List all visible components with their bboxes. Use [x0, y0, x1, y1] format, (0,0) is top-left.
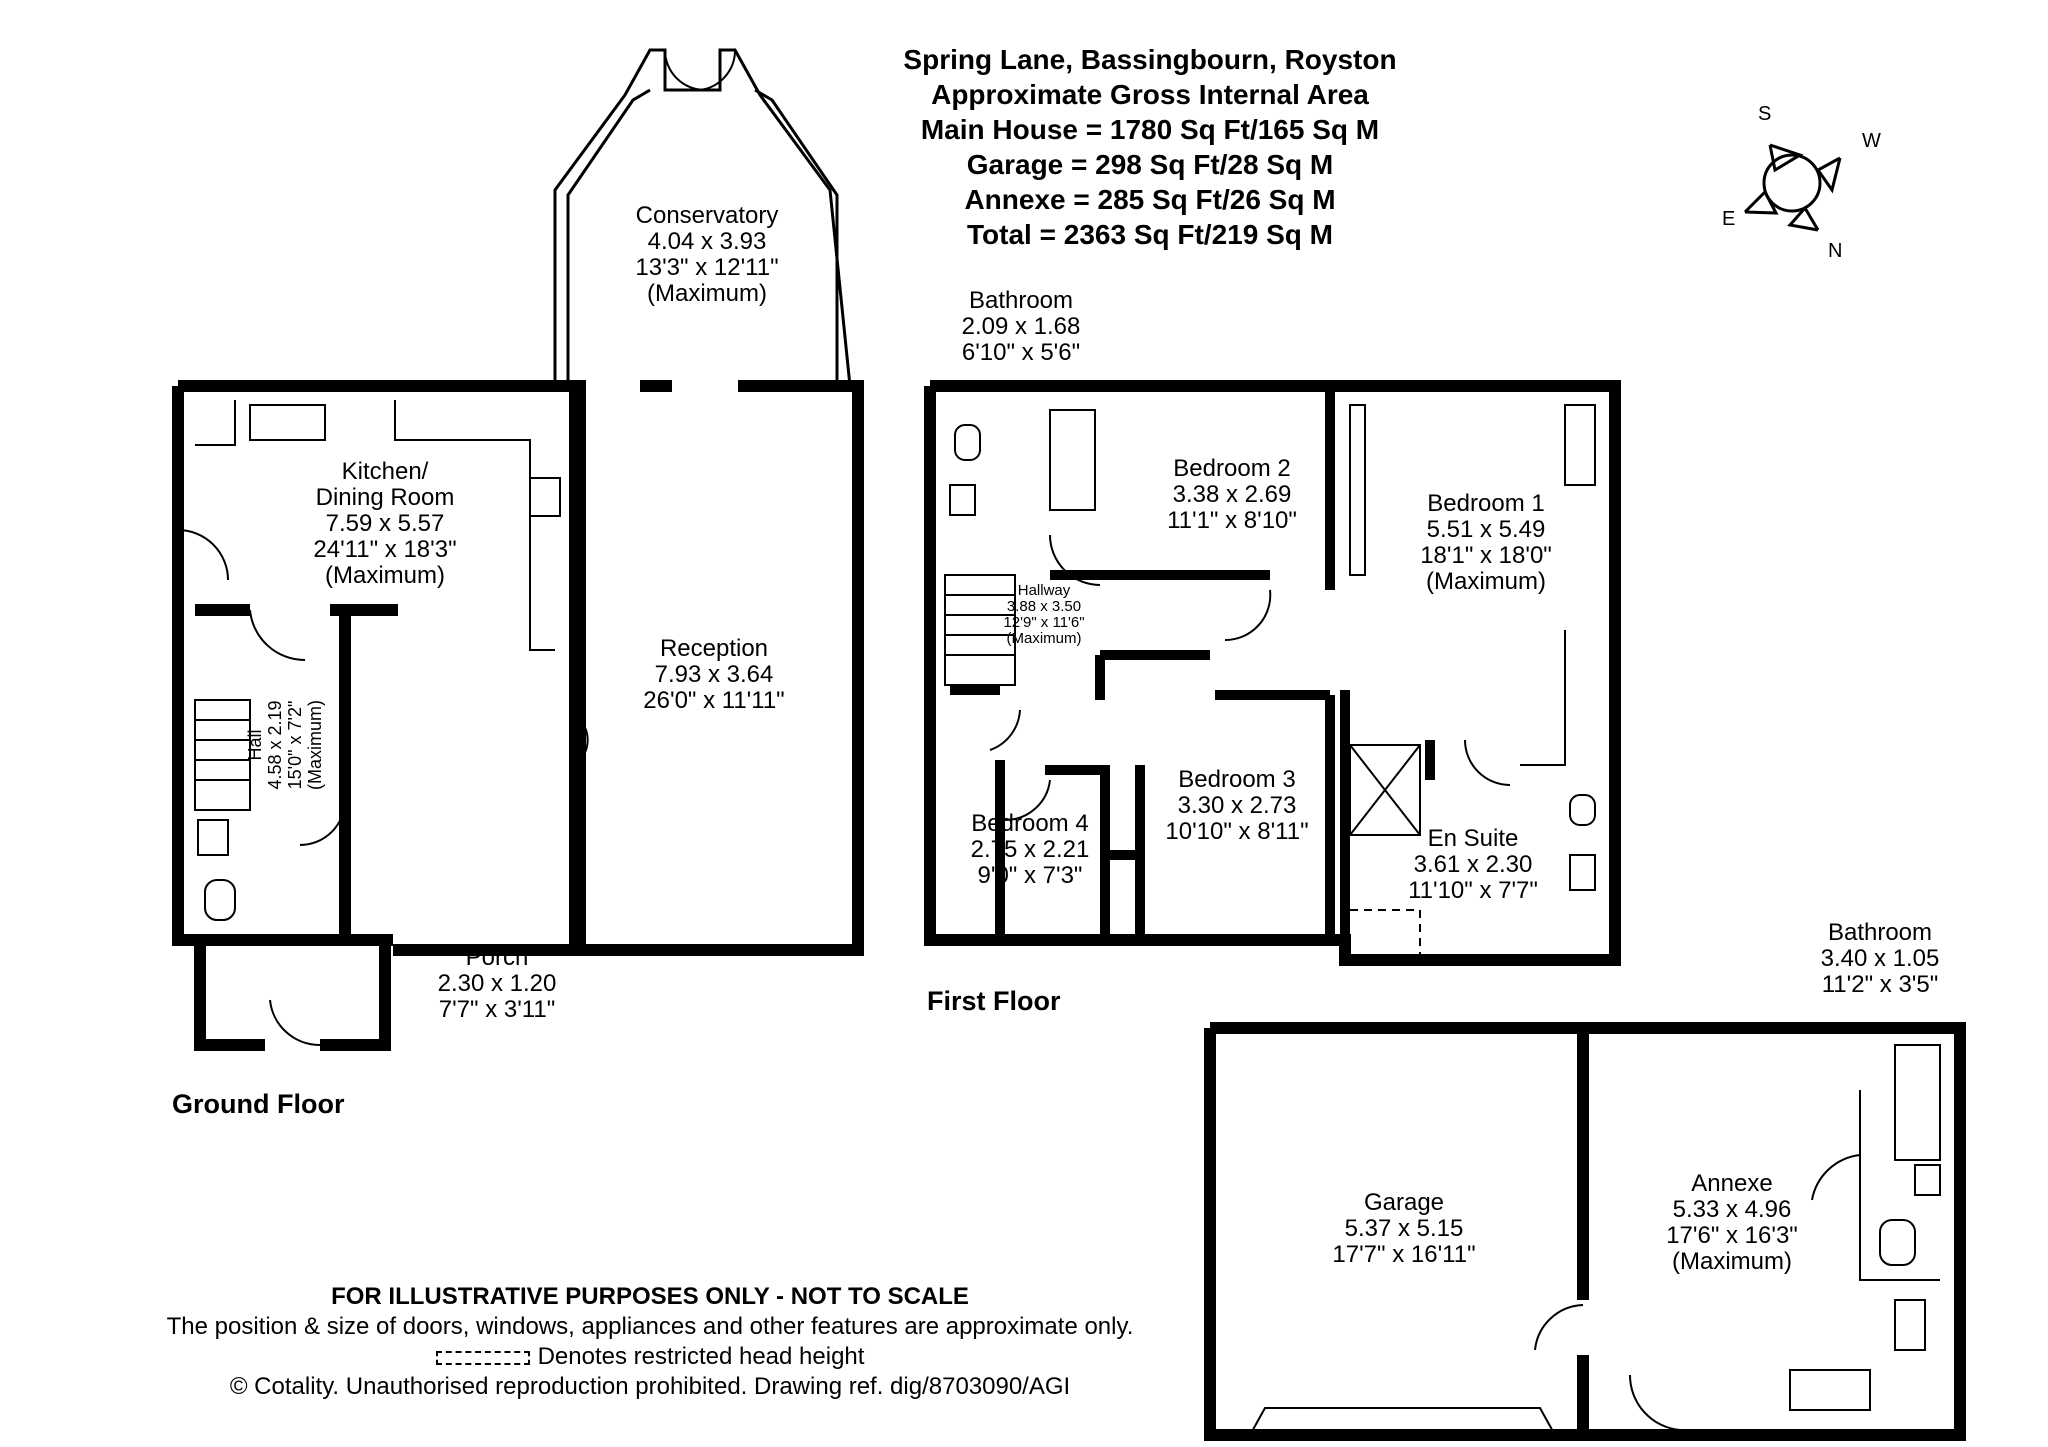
porch-walls — [200, 940, 385, 1045]
room-label-ensuite: En Suite 3.61 x 2.30 11'10" x 7'7" — [1408, 825, 1538, 904]
room-label-bedroom1: Bedroom 1 5.51 x 5.49 18'1" x 18'0" (Maximum) — [1420, 490, 1552, 595]
room-label-conservatory: Conservatory 4.04 x 3.93 13'3" x 12'11" (Maximum) — [635, 202, 779, 307]
porch-door — [270, 1000, 320, 1045]
room-label-bedroom3: Bedroom 3 3.30 x 2.73 10'10" x 8'11" — [1165, 766, 1309, 845]
room-label-bathroom-annexe: Bathroom 3.40 x 1.05 11'2" x 3'5" — [1820, 919, 1940, 998]
area-subtitle: Approximate Gross Internal Area — [931, 79, 1369, 110]
room-label-bathroom-first: Bathroom 2.09 x 1.68 6'10" x 5'6" — [961, 287, 1081, 366]
room-label-annexe: Annexe 5.33 x 4.96 17'6" x 16'3" (Maximum) — [1666, 1170, 1798, 1275]
ground-stairs — [195, 700, 250, 810]
restricted-head-height-swatch — [436, 1351, 530, 1365]
room-label-hallway: Hallway 3.88 x 3.50 12'9" x 11'6" (Maximum) — [1003, 582, 1085, 647]
compass-rose — [1745, 145, 1840, 230]
title-block — [700, 42, 1600, 252]
copyright-line: © Cotality. Unauthorised reproduction prohibited. Drawing ref. dig/8703090/AGI — [229, 1373, 1071, 1400]
compass-n-label: N — [1828, 240, 1843, 262]
compass-e-label: E — [1722, 208, 1736, 230]
outbuilding-walls — [1210, 1028, 1960, 1435]
first-floor-label: First Floor — [927, 986, 1061, 1016]
disclaimer-note: The position & size of doors, windows, appliances and other features are approximate only. — [166, 1313, 1134, 1340]
compass-s-label: S — [1758, 103, 1772, 125]
room-label-reception: Reception 7.93 x 3.64 26'0" x 11'11" — [643, 635, 785, 714]
room-label-kitchen: Kitchen/ Dining Room 7.59 x 5.57 24'11" x 18'3" (Maximum) — [313, 458, 457, 589]
total-area: Total = 2363 Sq Ft/219 Sq M — [967, 219, 1333, 250]
compass-w-label: W — [1862, 130, 1881, 152]
room-label-bedroom2: Bedroom 2 3.38 x 2.69 11'1" x 8'10" — [1167, 455, 1297, 534]
room-label-porch: Porch 2.30 x 1.20 7'7" x 3'11" — [437, 944, 557, 1023]
kitchen-side-door — [178, 530, 228, 580]
disclaimer-heading: FOR ILLUSTRATIVE PURPOSES ONLY - NOT TO SCALE — [331, 1283, 969, 1310]
restricted-head-height-key: Denotes restricted head height — [110, 1342, 1190, 1372]
disclaimer — [110, 1282, 1190, 1402]
ground-floor-label: Ground Floor — [172, 1089, 345, 1119]
annexe-area: Annexe = 285 Sq Ft/26 Sq M — [964, 184, 1336, 215]
property-address: Spring Lane, Bassingbourn, Royston — [903, 44, 1397, 75]
restricted-head-height-outline — [1350, 910, 1420, 955]
main-house-area: Main House = 1780 Sq Ft/165 Sq M — [920, 114, 1380, 145]
room-label-hall: Hall 4.58 x 2.19 15'0" x 7'2" (Maximum) — [245, 700, 325, 790]
room-label-garage: Garage 5.37 x 5.15 17'7" x 16'11" — [1332, 1189, 1476, 1268]
room-label-bedroom4: Bedroom 4 2.75 x 2.21 9'0" x 7'3" — [970, 810, 1090, 889]
garage-area: Garage = 298 Sq Ft/28 Sq M — [966, 149, 1334, 180]
